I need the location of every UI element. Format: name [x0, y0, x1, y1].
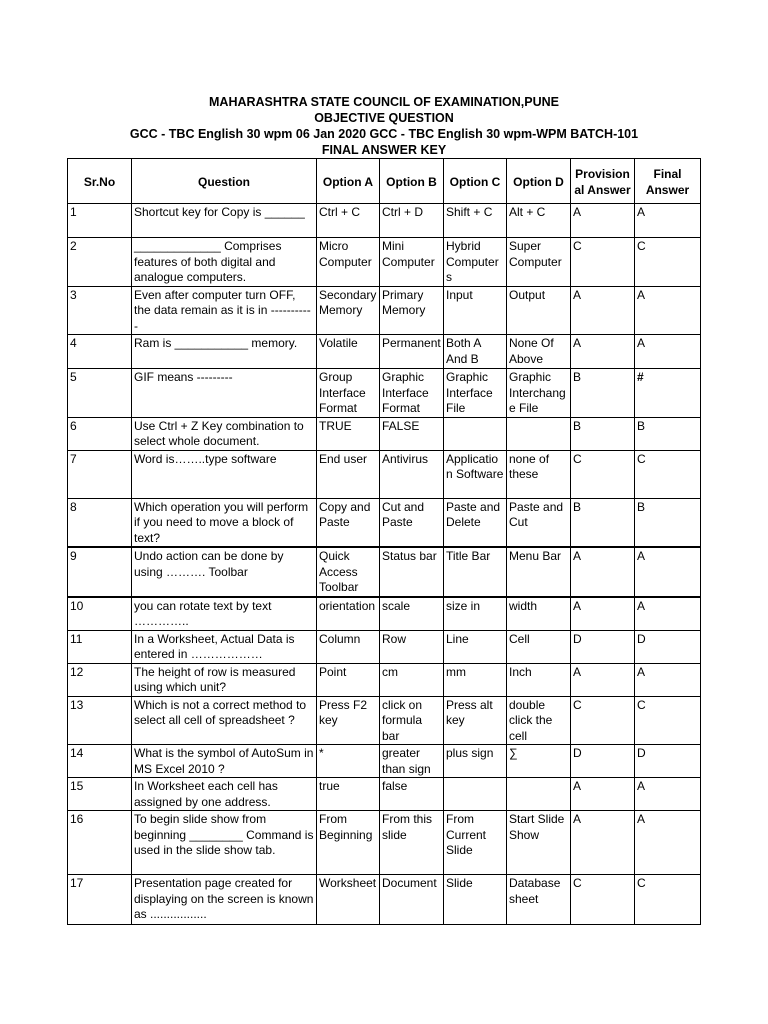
option-b-cell: scale	[380, 597, 444, 631]
option-c-cell: Press alt key	[444, 696, 507, 745]
option-d-cell: Database sheet	[507, 875, 571, 925]
question-cell: Word is……..type software	[132, 450, 317, 498]
question-cell: GIF means ---------	[132, 369, 317, 418]
final-answer-cell: #	[635, 369, 701, 418]
option-b-cell: Ctrl + D	[380, 204, 444, 238]
provisional-answer-cell: A	[571, 778, 635, 811]
option-d-cell: Super Computer	[507, 238, 571, 287]
final-answer-cell: A	[635, 811, 701, 875]
option-a-cell: true	[317, 778, 380, 811]
sr-cell: 6	[68, 417, 132, 450]
option-b-cell: FALSE	[380, 417, 444, 450]
table-row	[68, 498, 701, 547]
option-b-cell: Permanent	[380, 335, 444, 369]
option-d-cell: None Of Above	[507, 335, 571, 369]
question-cell: Presentation page created for displaying on the screen is known as .................	[132, 875, 317, 925]
option-b-cell: Cut and Paste	[380, 498, 444, 547]
final-answer-cell: C	[635, 875, 701, 925]
final-answer-cell: D	[635, 630, 701, 663]
option-a-cell: Volatile	[317, 335, 380, 369]
option-c-cell: Line	[444, 630, 507, 663]
question-cell: _____________ Comprises features of both digital and analogue computers.	[132, 238, 317, 287]
final-answer-cell: A	[635, 335, 701, 369]
question-cell: What is the symbol of AutoSum in MS Excel 2010 ?	[132, 745, 317, 778]
option-a-cell: Press F2 key	[317, 696, 380, 745]
option-d-cell: Cell	[507, 630, 571, 663]
option-a-cell: Micro Computer	[317, 238, 380, 287]
option-c-cell: Both A And B	[444, 335, 507, 369]
sr-cell: 15	[68, 778, 132, 811]
col-header-srno: Sr.No	[68, 159, 132, 204]
option-c-cell: size in	[444, 597, 507, 631]
final-answer-cell: B	[635, 417, 701, 450]
table-row	[68, 238, 701, 287]
final-answer-cell: B	[635, 498, 701, 547]
provisional-answer-cell: A	[571, 204, 635, 238]
final-answer-cell: A	[635, 597, 701, 631]
option-d-cell	[507, 417, 571, 450]
question-cell: Undo action can be done by using ………. Toolbar	[132, 547, 317, 597]
option-b-cell: Mini Computer	[380, 238, 444, 287]
option-c-cell: mm	[444, 663, 507, 696]
provisional-answer-cell: A	[571, 597, 635, 631]
final-answer-cell: C	[635, 696, 701, 745]
sr-cell: 3	[68, 286, 132, 335]
option-b-cell: false	[380, 778, 444, 811]
sr-cell: 10	[68, 597, 132, 631]
final-answer-cell: A	[635, 204, 701, 238]
option-a-cell: orientation	[317, 597, 380, 631]
provisional-answer-cell: D	[571, 745, 635, 778]
exam-batch-title: GCC - TBC English 30 wpm 06 Jan 2020 GCC - TBC English 30 wpm-WPM BATCH-101	[129, 127, 639, 141]
option-c-cell: Paste and Delete	[444, 498, 507, 547]
option-b-cell: From this slide	[380, 811, 444, 875]
table-row	[68, 663, 701, 696]
question-cell: In a Worksheet, Actual Data is entered in ………………	[132, 630, 317, 663]
provisional-answer-cell: C	[571, 450, 635, 498]
table-row	[68, 369, 701, 418]
provisional-answer-cell: A	[571, 286, 635, 335]
option-b-cell: Document	[380, 875, 444, 925]
provisional-answer-cell: C	[571, 238, 635, 287]
question-cell: Ram is ___________ memory.	[132, 335, 317, 369]
table-row	[68, 547, 701, 597]
option-b-cell: Status bar	[380, 547, 444, 597]
option-b-cell: cm	[380, 663, 444, 696]
option-b-cell: Graphic Interface Format	[380, 369, 444, 418]
option-a-cell: *	[317, 745, 380, 778]
sr-cell: 11	[68, 630, 132, 663]
table-row	[68, 745, 701, 778]
col-header-final-answer: Final Answer	[635, 159, 701, 204]
final-answer-cell: D	[635, 745, 701, 778]
sr-cell: 8	[68, 498, 132, 547]
option-c-cell: Input	[444, 286, 507, 335]
option-c-cell	[444, 778, 507, 811]
final-answer-key-title: FINAL ANSWER KEY	[321, 143, 447, 157]
option-d-cell: Menu Bar	[507, 547, 571, 597]
option-a-cell: Group Interface Format	[317, 369, 380, 418]
option-d-cell: double click the cell	[507, 696, 571, 745]
table-row	[68, 811, 701, 875]
provisional-answer-cell: A	[571, 335, 635, 369]
objective-question-title: OBJECTIVE QUESTION	[314, 111, 454, 125]
provisional-answer-cell: B	[571, 417, 635, 450]
table-row	[68, 597, 701, 631]
option-a-cell: Point	[317, 663, 380, 696]
option-b-cell: Row	[380, 630, 444, 663]
question-cell: Use Ctrl + Z Key combination to select whole document.	[132, 417, 317, 450]
question-cell: In Worksheet each cell has assigned by one address.	[132, 778, 317, 811]
option-a-cell: Copy and Paste	[317, 498, 380, 547]
option-c-cell: plus sign	[444, 745, 507, 778]
option-d-cell: Output	[507, 286, 571, 335]
table-row	[68, 286, 701, 335]
option-d-cell: Paste and Cut	[507, 498, 571, 547]
final-answer-cell: A	[635, 778, 701, 811]
sr-cell: 12	[68, 663, 132, 696]
col-header-option-c: Option C	[444, 159, 507, 204]
option-d-cell	[507, 778, 571, 811]
question-cell: To begin slide show from beginning ________ Command is used in the slide show tab.	[132, 811, 317, 875]
question-cell: you can rotate text by text …………..	[132, 597, 317, 631]
col-header-question: Question	[132, 159, 317, 204]
sr-cell: 2	[68, 238, 132, 287]
option-b-cell: Primary Memory	[380, 286, 444, 335]
option-d-cell: none of these	[507, 450, 571, 498]
provisional-answer-cell: A	[571, 663, 635, 696]
table-row	[68, 204, 701, 238]
option-a-cell: Worksheet	[317, 875, 380, 925]
question-cell: Which is not a correct method to select all cell of spreadsheet ?	[132, 696, 317, 745]
option-c-cell: Hybrid Computers	[444, 238, 507, 287]
sr-cell: 14	[68, 745, 132, 778]
provisional-answer-cell: B	[571, 498, 635, 547]
option-d-cell: Alt + C	[507, 204, 571, 238]
final-answer-cell: A	[635, 663, 701, 696]
table-row	[68, 417, 701, 450]
option-d-cell: Graphic Interchange File	[507, 369, 571, 418]
option-c-cell	[444, 417, 507, 450]
sr-cell: 7	[68, 450, 132, 498]
option-c-cell: Application Software	[444, 450, 507, 498]
option-a-cell: End user	[317, 450, 380, 498]
option-c-cell: Shift + C	[444, 204, 507, 238]
option-b-cell: Antivirus	[380, 450, 444, 498]
option-a-cell: Secondary Memory	[317, 286, 380, 335]
sr-cell: 5	[68, 369, 132, 418]
sr-cell: 17	[68, 875, 132, 925]
col-header-option-a: Option A	[317, 159, 380, 204]
table-row	[68, 875, 701, 925]
option-a-cell: TRUE	[317, 417, 380, 450]
sr-cell: 16	[68, 811, 132, 875]
table-row	[68, 630, 701, 663]
option-c-cell: Slide	[444, 875, 507, 925]
col-header-provisional-answer: Provisional Answer	[571, 159, 635, 204]
option-d-cell: ∑	[507, 745, 571, 778]
final-answer-cell: A	[635, 286, 701, 335]
option-c-cell: From Current Slide	[444, 811, 507, 875]
table-row	[68, 335, 701, 369]
provisional-answer-cell: C	[571, 875, 635, 925]
option-b-cell: greater than sign	[380, 745, 444, 778]
table-row	[68, 450, 701, 498]
final-answer-cell: C	[635, 450, 701, 498]
question-cell: Which operation you will perform if you need to move a block of text?	[132, 498, 317, 547]
col-header-option-b: Option B	[380, 159, 444, 204]
question-cell: Even after computer turn OFF, the data remain as it is in -----------	[132, 286, 317, 335]
option-d-cell: width	[507, 597, 571, 631]
option-d-cell: Start Slide Show	[507, 811, 571, 875]
option-c-cell: Title Bar	[444, 547, 507, 597]
question-cell: The height of row is measured using which unit?	[132, 663, 317, 696]
col-header-option-d: Option D	[507, 159, 571, 204]
provisional-answer-cell: D	[571, 630, 635, 663]
provisional-answer-cell: A	[571, 811, 635, 875]
option-c-cell: Graphic Interface File	[444, 369, 507, 418]
council-title: MAHARASHTRA STATE COUNCIL OF EXAMINATION,PUNE	[209, 95, 559, 109]
option-d-cell: Inch	[507, 663, 571, 696]
provisional-answer-cell: C	[571, 696, 635, 745]
document-header	[0, 94, 768, 158]
provisional-answer-cell: B	[571, 369, 635, 418]
answer-key-table	[67, 158, 701, 925]
table-header-row	[68, 159, 701, 204]
table-row	[68, 778, 701, 811]
final-answer-cell: A	[635, 547, 701, 597]
sr-cell: 13	[68, 696, 132, 745]
option-a-cell: From Beginning	[317, 811, 380, 875]
final-answer-cell: C	[635, 238, 701, 287]
option-a-cell: Quick Access Toolbar	[317, 547, 380, 597]
option-a-cell: Column	[317, 630, 380, 663]
option-b-cell: click on formula bar	[380, 696, 444, 745]
sr-cell: 9	[68, 547, 132, 597]
provisional-answer-cell: A	[571, 547, 635, 597]
table-row	[68, 696, 701, 745]
sr-cell: 1	[68, 204, 132, 238]
option-a-cell: Ctrl + C	[317, 204, 380, 238]
question-cell: Shortcut key for Copy is ______	[132, 204, 317, 238]
sr-cell: 4	[68, 335, 132, 369]
